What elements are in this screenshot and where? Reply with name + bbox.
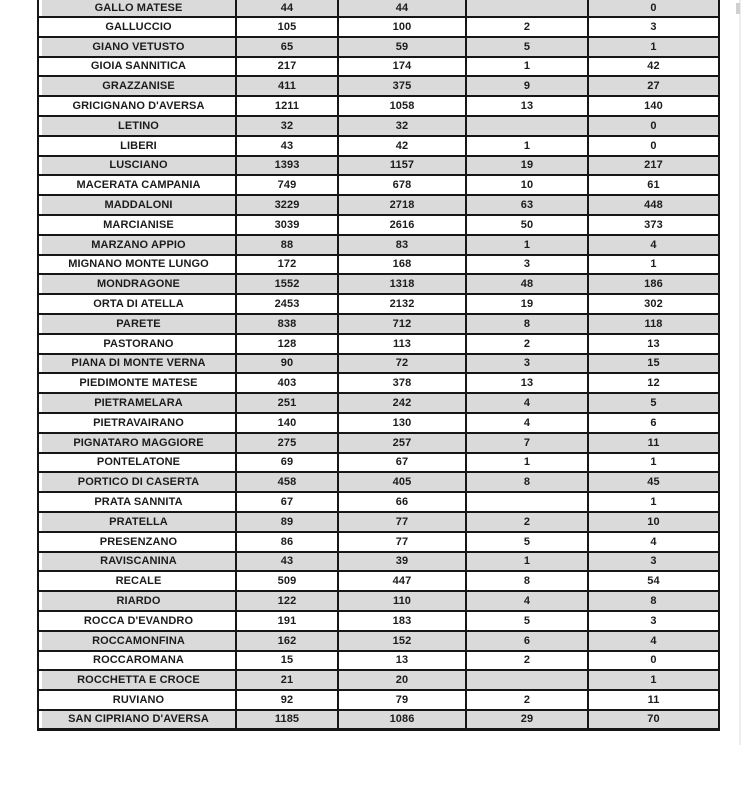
municipality-name-cell: RAVISCANINA (39, 553, 237, 571)
value-cell: 65 (237, 38, 339, 56)
municipality-name-cell: LETINO (39, 117, 237, 135)
table-row (39, 137, 718, 157)
table-row (39, 97, 718, 117)
value-cell: 1185 (237, 711, 339, 728)
value-cell: 105 (237, 18, 339, 36)
municipality-name-cell: PRESENZANO (39, 533, 237, 551)
municipality-name-cell: ORTA DI ATELLA (39, 295, 237, 313)
value-cell: 2 (467, 513, 589, 531)
value-cell: 11 (647, 693, 660, 706)
value-cell: 251 (237, 394, 339, 412)
value-cell: 89 (237, 513, 339, 531)
value-cell: 3 (467, 355, 589, 373)
value-cell: 373 (644, 218, 663, 231)
table-row (39, 315, 718, 335)
value-cell: 378 (339, 374, 467, 392)
value-cell: 1 (650, 456, 657, 469)
value-cell: 191 (237, 612, 339, 630)
value-cell: 86 (237, 533, 339, 551)
municipality-name-cell: PORTICO DI CASERTA (39, 473, 237, 491)
municipality-name-cell: PIETRAVAIRANO (39, 414, 237, 432)
value-cell: 21 (237, 671, 339, 689)
value-cell (467, 117, 589, 135)
value-cell: 43 (237, 553, 339, 571)
table-row (39, 652, 718, 672)
page-edge-notch-artifact (736, 3, 740, 14)
value-cell: 1393 (237, 157, 339, 175)
municipality-name-cell: GRAZZANISE (39, 77, 237, 95)
value-cell: 113 (339, 335, 467, 353)
value-cell: 2616 (339, 216, 467, 234)
value-cell: 128 (237, 335, 339, 353)
value-cell: 168 (339, 256, 467, 274)
value-cell: 67 (339, 454, 467, 472)
table-row (39, 671, 718, 691)
value-cell: 29 (467, 711, 589, 728)
value-cell: 3 (467, 256, 589, 274)
municipality-name-cell: MONDRAGONE (39, 275, 237, 293)
table-row (39, 18, 718, 38)
value-cell: 69 (237, 454, 339, 472)
table-row (39, 513, 718, 533)
municipality-name-cell: MIGNANO MONTE LUNGO (39, 256, 237, 274)
table-row (39, 533, 718, 553)
municipality-name-cell: ROCCAMONFINA (39, 632, 237, 650)
value-cell: 50 (467, 216, 589, 234)
value-cell: 44 (237, 0, 339, 16)
value-cell: 77 (339, 513, 467, 531)
value-cell: 42 (647, 60, 660, 73)
value-cell: 7 (467, 434, 589, 452)
value-cell: 6 (650, 416, 657, 429)
value-cell: 27 (589, 77, 718, 95)
value-cell: 32 (339, 117, 467, 135)
value-cell: 1318 (339, 275, 467, 293)
table-row (39, 77, 718, 97)
table-row (39, 454, 718, 474)
value-cell: 217 (589, 157, 718, 175)
value-cell: 6 (467, 632, 589, 650)
value-cell: 8 (467, 572, 589, 590)
municipality-name-cell: PRATELLA (39, 513, 237, 531)
value-cell: 302 (644, 298, 663, 311)
value-cell: 1086 (339, 711, 467, 728)
value-cell: 13 (339, 652, 467, 670)
municipality-name-cell: PIGNATARO MAGGIORE (39, 434, 237, 452)
value-cell: 1 (589, 671, 718, 689)
value-cell: 90 (237, 355, 339, 373)
value-cell: 0 (589, 117, 718, 135)
value-cell: 4 (589, 632, 718, 650)
value-cell: 4 (650, 535, 657, 548)
municipality-name-cell: PIETRAMELARA (39, 394, 237, 412)
value-cell: 4 (589, 236, 718, 254)
table-row (39, 434, 718, 454)
value-cell: 61 (647, 179, 660, 192)
table-row (39, 632, 718, 652)
table-row (39, 335, 718, 355)
table-row (39, 176, 718, 196)
municipality-name-cell: GIANO VETUSTO (39, 38, 237, 56)
municipality-name-cell: MACERATA CAMPANIA (39, 176, 237, 194)
table-row (39, 572, 718, 592)
value-cell: 749 (237, 176, 339, 194)
value-cell: 9 (467, 77, 589, 95)
value-cell: 4 (467, 592, 589, 610)
table-row (39, 711, 718, 731)
value-cell: 2718 (339, 196, 467, 214)
value-cell: 45 (589, 473, 718, 491)
value-cell (467, 0, 589, 16)
value-cell: 217 (237, 58, 339, 76)
value-cell: 140 (644, 100, 663, 113)
value-cell: 4 (467, 394, 589, 412)
municipality-name-cell: LUSCIANO (39, 157, 237, 175)
value-cell: 2453 (237, 295, 339, 313)
value-cell: 130 (339, 414, 467, 432)
value-cell: 66 (339, 493, 467, 511)
value-cell: 5 (467, 612, 589, 630)
value-cell: 4 (467, 414, 589, 432)
municipality-name-cell: RECALE (39, 572, 237, 590)
value-cell: 678 (339, 176, 467, 194)
value-cell: 1 (467, 553, 589, 571)
value-cell: 15 (237, 652, 339, 670)
municipality-name-cell: ROCCA D'EVANDRO (39, 612, 237, 630)
value-cell: 2 (467, 335, 589, 353)
municipality-name-cell: PIANA DI MONTE VERNA (39, 355, 237, 373)
value-cell: 1 (650, 496, 657, 509)
value-cell: 242 (339, 394, 467, 412)
value-cell: 13 (647, 337, 660, 350)
municipality-name-cell: ROCCAROMANA (39, 652, 237, 670)
value-cell: 172 (237, 256, 339, 274)
value-cell: 257 (339, 434, 467, 452)
municipality-name-cell: MARCIANISE (39, 216, 237, 234)
value-cell: 10 (467, 176, 589, 194)
value-cell: 20 (339, 671, 467, 689)
municipality-name-cell: RUVIANO (39, 691, 237, 709)
value-cell: 162 (237, 632, 339, 650)
value-cell: 3 (650, 614, 657, 627)
value-cell: 13 (467, 97, 589, 115)
municipality-name-cell: SAN CIPRIANO D'AVERSA (39, 711, 237, 728)
table-row (39, 473, 718, 493)
value-cell: 1058 (339, 97, 467, 115)
value-cell: 1 (467, 454, 589, 472)
municipality-name-cell: PONTELATONE (39, 454, 237, 472)
table-row (39, 612, 718, 632)
value-cell: 2132 (339, 295, 467, 313)
table-row (39, 592, 718, 612)
value-cell: 447 (339, 572, 467, 590)
value-cell: 186 (589, 275, 718, 293)
value-cell: 19 (467, 295, 589, 313)
municipality-name-cell: MARZANO APPIO (39, 236, 237, 254)
value-cell (467, 671, 589, 689)
table-row (39, 58, 718, 78)
value-cell: 1 (467, 137, 589, 155)
table-row (39, 394, 718, 414)
value-cell: 63 (467, 196, 589, 214)
value-cell: 13 (467, 374, 589, 392)
value-cell: 11 (589, 434, 718, 452)
value-cell: 1552 (237, 275, 339, 293)
value-cell: 10 (589, 513, 718, 531)
value-cell: 2 (467, 691, 589, 709)
table-row (39, 38, 718, 58)
municipality-name-cell: PRATA SANNITA (39, 493, 237, 511)
value-cell: 43 (237, 137, 339, 155)
value-cell: 174 (339, 58, 467, 76)
municipality-data-table (37, 0, 720, 731)
value-cell: 838 (237, 315, 339, 333)
municipality-name-cell: GALLO MATESE (39, 0, 237, 16)
table-row (39, 691, 718, 711)
value-cell: 15 (589, 355, 718, 373)
value-cell: 183 (339, 612, 467, 630)
value-cell: 5 (467, 533, 589, 551)
municipality-name-cell: PARETE (39, 315, 237, 333)
value-cell: 1211 (237, 97, 339, 115)
value-cell: 122 (237, 592, 339, 610)
value-cell: 8 (589, 592, 718, 610)
value-cell: 88 (237, 236, 339, 254)
value-cell: 1 (589, 38, 718, 56)
value-cell: 509 (237, 572, 339, 590)
value-cell: 32 (237, 117, 339, 135)
value-cell: 70 (589, 711, 718, 728)
table-row (39, 117, 718, 137)
municipality-name-cell: GRICIGNANO D'AVERSA (39, 97, 237, 115)
table-row (39, 216, 718, 236)
value-cell: 12 (647, 377, 660, 390)
value-cell: 44 (339, 0, 467, 16)
value-cell: 118 (589, 315, 718, 333)
value-cell: 0 (589, 0, 718, 16)
value-cell: 1 (467, 58, 589, 76)
value-cell: 54 (647, 575, 660, 588)
table-row (39, 196, 718, 216)
value-cell: 67 (237, 493, 339, 511)
value-cell: 39 (339, 553, 467, 571)
municipality-name-cell: GALLUCCIO (39, 18, 237, 36)
municipality-name-cell: MADDALONI (39, 196, 237, 214)
value-cell: 42 (339, 137, 467, 155)
table-row (39, 374, 718, 394)
value-cell: 8 (467, 473, 589, 491)
value-cell: 403 (237, 374, 339, 392)
value-cell: 3039 (237, 216, 339, 234)
value-cell: 79 (339, 691, 467, 709)
value-cell: 5 (589, 394, 718, 412)
value-cell: 110 (339, 592, 467, 610)
municipality-name-cell: ROCCHETTA E CROCE (39, 671, 237, 689)
municipality-name-cell: RIARDO (39, 592, 237, 610)
table-row (39, 0, 718, 18)
table-row (39, 414, 718, 434)
value-cell: 712 (339, 315, 467, 333)
value-cell: 83 (339, 236, 467, 254)
value-cell: 5 (467, 38, 589, 56)
municipality-name-cell: PIEDIMONTE MATESE (39, 374, 237, 392)
table-row (39, 493, 718, 513)
value-cell (467, 493, 589, 511)
value-cell: 411 (237, 77, 339, 95)
value-cell: 375 (339, 77, 467, 95)
value-cell: 92 (237, 691, 339, 709)
value-cell: 19 (467, 157, 589, 175)
value-cell: 1157 (339, 157, 467, 175)
table-row (39, 295, 718, 315)
table-row (39, 275, 718, 295)
value-cell: 458 (237, 473, 339, 491)
value-cell: 2 (467, 18, 589, 36)
value-cell: 405 (339, 473, 467, 491)
value-cell: 48 (467, 275, 589, 293)
municipality-name-cell: LIBERI (39, 137, 237, 155)
value-cell: 0 (650, 139, 657, 152)
value-cell: 8 (467, 315, 589, 333)
value-cell: 140 (237, 414, 339, 432)
municipality-name-cell: GIOIA SANNITICA (39, 58, 237, 76)
value-cell: 77 (339, 533, 467, 551)
table-row (39, 355, 718, 375)
value-cell: 100 (339, 18, 467, 36)
value-cell: 1 (650, 258, 657, 271)
table-row (39, 256, 718, 276)
value-cell: 72 (339, 355, 467, 373)
value-cell: 3 (589, 553, 718, 571)
value-cell: 2 (467, 652, 589, 670)
value-cell: 59 (339, 38, 467, 56)
table-row (39, 157, 718, 177)
municipality-name-cell: PASTORANO (39, 335, 237, 353)
table-row (39, 553, 718, 573)
value-cell: 448 (589, 196, 718, 214)
value-cell: 0 (650, 654, 657, 667)
value-cell: 3229 (237, 196, 339, 214)
value-cell: 152 (339, 632, 467, 650)
table-row (39, 236, 718, 256)
value-cell: 3 (650, 20, 657, 33)
value-cell: 1 (467, 236, 589, 254)
value-cell: 275 (237, 434, 339, 452)
